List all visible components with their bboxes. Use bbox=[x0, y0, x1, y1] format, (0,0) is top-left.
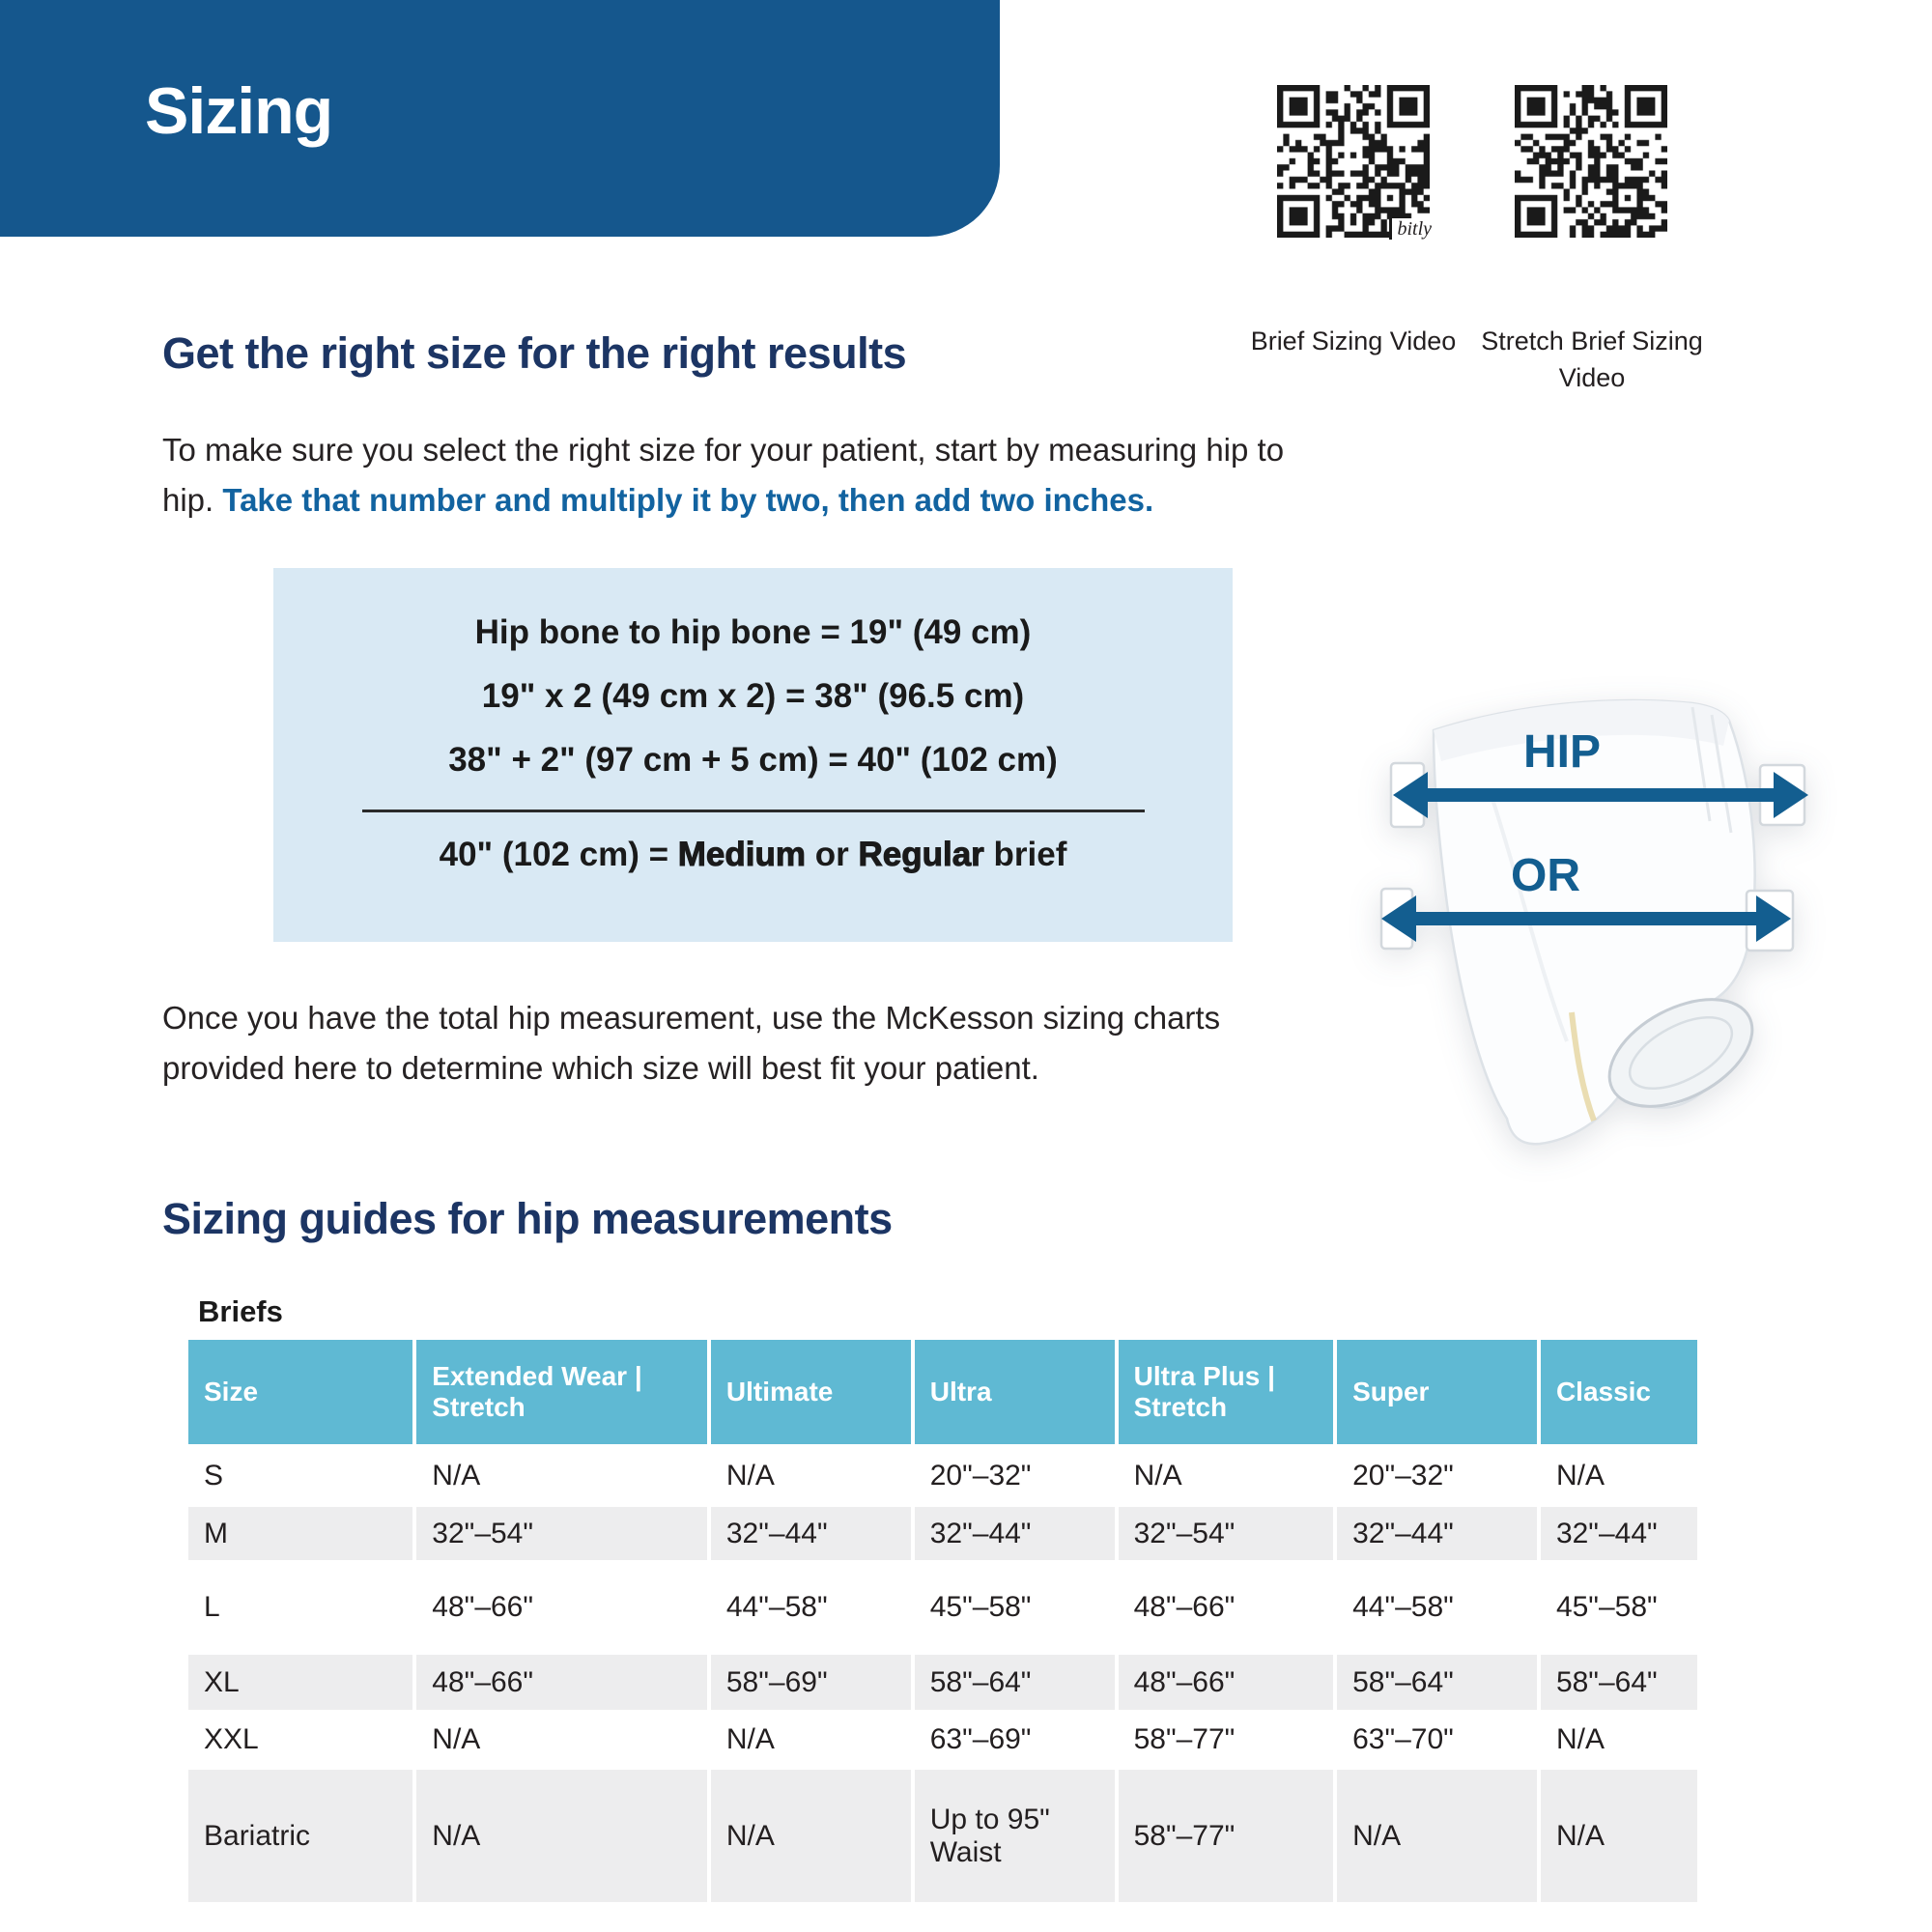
briefs-sizing-table bbox=[188, 1340, 1697, 1902]
range-cell: 58"–64" bbox=[1335, 1655, 1539, 1710]
outro-paragraph: Once you have the total hip measurement, use the McKesson sizing charts provided here to determine which size will best fit your patient. bbox=[162, 1000, 1221, 1086]
range-cell: 48"–66" bbox=[1117, 1655, 1335, 1710]
calc-result-prefix: 40" (102 cm) = bbox=[439, 836, 678, 873]
qr-caption-stretch-brief-sizing-video: Stretch Brief Sizing Video bbox=[1481, 327, 1703, 392]
measurement-example-box bbox=[273, 568, 1233, 942]
range-cell: N/A bbox=[1539, 1770, 1697, 1902]
qr-code-brief-sizing bbox=[1277, 85, 1430, 238]
range-cell: 45"–58" bbox=[1539, 1560, 1697, 1655]
range-cell: N/A bbox=[709, 1770, 913, 1902]
calc-divider bbox=[362, 810, 1145, 812]
range-cell: N/A bbox=[709, 1710, 913, 1770]
range-cell: 63"–70" bbox=[1335, 1710, 1539, 1770]
range-cell: 58"–64" bbox=[1539, 1655, 1697, 1710]
column-header-ultra: Ultra bbox=[913, 1340, 1117, 1444]
range-cell: 20"–32" bbox=[913, 1444, 1117, 1507]
range-cell: N/A bbox=[414, 1444, 709, 1507]
range-cell: 58"–69" bbox=[709, 1655, 913, 1710]
size-cell: Bariatric bbox=[188, 1770, 414, 1902]
range-cell: N/A bbox=[1539, 1710, 1697, 1770]
hip-label: HIP bbox=[1522, 726, 1602, 778]
header-banner bbox=[0, 0, 1000, 237]
range-cell: 63"–69" bbox=[913, 1710, 1117, 1770]
table-row-xl bbox=[188, 1655, 1697, 1710]
or-label: OR bbox=[1511, 850, 1580, 901]
briefs-table-container bbox=[188, 1340, 1697, 1902]
range-cell: 58"–64" bbox=[913, 1655, 1117, 1710]
table-title-briefs: Briefs bbox=[198, 1294, 283, 1328]
range-cell: 32"–54" bbox=[1117, 1507, 1335, 1560]
range-cell: 32"–44" bbox=[709, 1507, 913, 1560]
intro-paragraph bbox=[162, 425, 1307, 526]
range-cell: 32"–44" bbox=[913, 1507, 1117, 1560]
calc-result-suffix: brief bbox=[983, 836, 1067, 873]
bitly-logo: bitly bbox=[1389, 218, 1434, 240]
range-cell: 20"–32" bbox=[1335, 1444, 1539, 1507]
calc-line-2: 19" x 2 (49 cm x 2) = 38" (96.5 cm) bbox=[481, 677, 1025, 715]
size-cell: S bbox=[188, 1444, 414, 1507]
range-cell: N/A bbox=[1539, 1444, 1697, 1507]
range-cell: 32"–44" bbox=[1335, 1507, 1539, 1560]
section-heading-sizing-guides: Sizing guides for hip measurements bbox=[162, 1194, 893, 1243]
column-header-classic: Classic bbox=[1539, 1340, 1697, 1444]
calc-result-or: or bbox=[806, 836, 859, 873]
range-cell: 44"–58" bbox=[1335, 1560, 1539, 1655]
intro-text-emphasis: Take that number and multiply it by two, then add two inches. bbox=[222, 482, 1154, 518]
range-cell: 44"–58" bbox=[709, 1560, 913, 1655]
table-row-s bbox=[188, 1444, 1697, 1507]
range-cell: 45"–58" bbox=[913, 1560, 1117, 1655]
range-cell: N/A bbox=[1335, 1770, 1539, 1902]
range-cell: 32"–54" bbox=[414, 1507, 709, 1560]
column-header-super: Super bbox=[1335, 1340, 1539, 1444]
range-cell: 58"–77" bbox=[1117, 1770, 1335, 1902]
calc-line-3: 38" + 2" (97 cm + 5 cm) = 40" (102 cm) bbox=[448, 741, 1058, 779]
size-cell: M bbox=[188, 1507, 414, 1560]
table-row-xxl bbox=[188, 1710, 1697, 1770]
size-cell: L bbox=[188, 1560, 414, 1655]
size-cell: XXL bbox=[188, 1710, 414, 1770]
size-cell: XL bbox=[188, 1655, 414, 1710]
range-cell: N/A bbox=[709, 1444, 913, 1507]
page-title: Sizing bbox=[145, 74, 333, 148]
calc-result-size-regular: Regular bbox=[858, 836, 984, 873]
column-header-extended-wear-stretch: Extended Wear | Stretch bbox=[414, 1340, 709, 1444]
qr-code-stretch-brief-sizing bbox=[1515, 85, 1667, 238]
section-heading-right-size: Get the right size for the right results bbox=[162, 328, 907, 378]
calc-result-line bbox=[273, 836, 1233, 874]
range-cell: 48"–66" bbox=[414, 1560, 709, 1655]
range-cell: 58"–77" bbox=[1117, 1710, 1335, 1770]
table-row-bariatric bbox=[188, 1770, 1697, 1902]
range-cell: N/A bbox=[1117, 1444, 1335, 1507]
qr-caption-brief-sizing-video: Brief Sizing Video bbox=[1250, 327, 1457, 355]
range-cell: 48"–66" bbox=[414, 1655, 709, 1710]
table-row-l bbox=[188, 1560, 1697, 1655]
calc-line-1: Hip bone to hip bone = 19" (49 cm) bbox=[474, 613, 1032, 651]
column-header-ultimate: Ultimate bbox=[709, 1340, 913, 1444]
intro-text-plain: To make sure you select the right size for your patient, start by measuring hip to hip. bbox=[162, 432, 1285, 518]
column-header-ultra-plus-stretch: Ultra Plus | Stretch bbox=[1117, 1340, 1335, 1444]
range-cell: N/A bbox=[414, 1770, 709, 1902]
qr-code-image bbox=[1515, 85, 1667, 238]
range-cell: Up to 95" Waist bbox=[913, 1770, 1117, 1902]
range-cell: N/A bbox=[414, 1710, 709, 1770]
table-row-m bbox=[188, 1507, 1697, 1560]
brief-measurement-illustration bbox=[1374, 674, 1932, 1162]
column-header-size: Size bbox=[188, 1340, 414, 1444]
range-cell: 32"–44" bbox=[1539, 1507, 1697, 1560]
range-cell: 48"–66" bbox=[1117, 1560, 1335, 1655]
calc-result-size-medium: Medium bbox=[677, 836, 807, 873]
qr-code-image bbox=[1277, 85, 1430, 238]
